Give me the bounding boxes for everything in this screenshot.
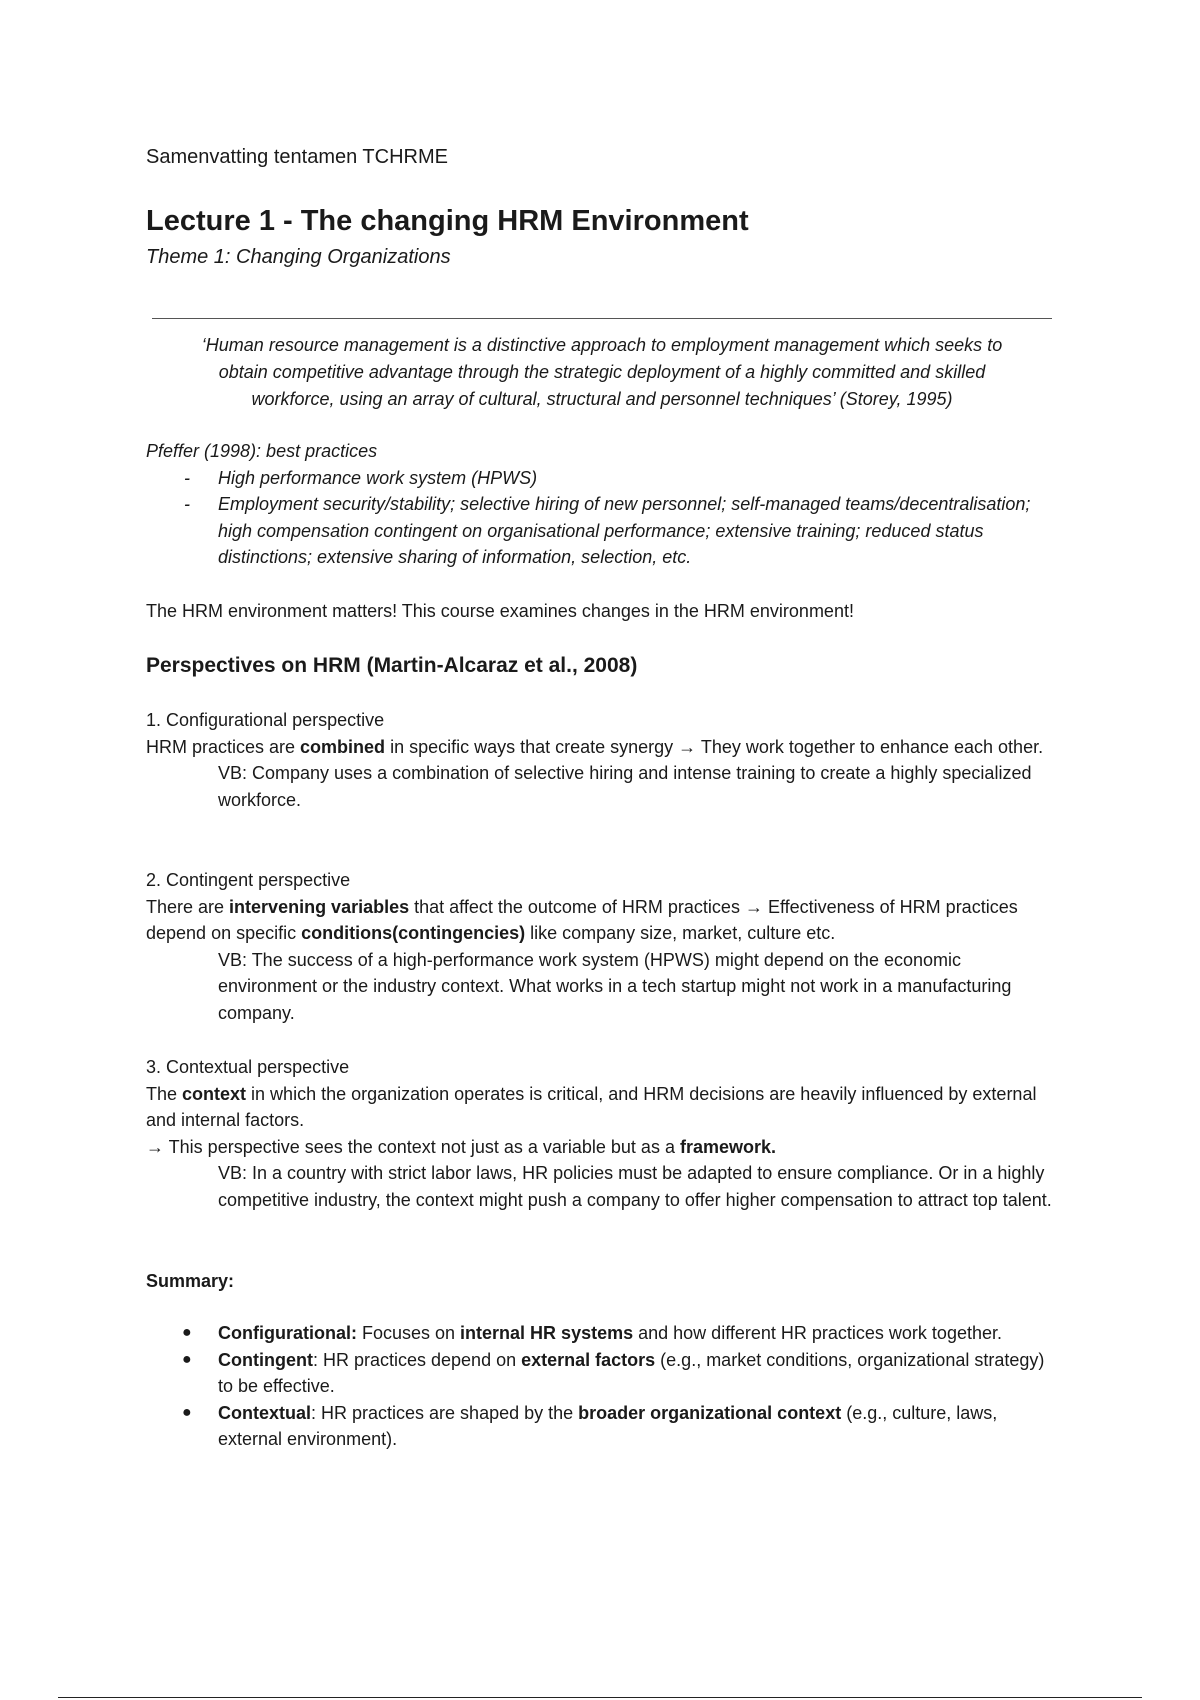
list-item: ● Configurational: Focuses on internal HR systems and how different HR practices work together. [146, 1320, 1058, 1347]
section-body: There are intervening variables that affect the outcome of HRM practices → Effectiveness of HRM practices depend on specific conditions(contingencies) like company size, market, culture etc. [146, 896, 1018, 943]
contingent-section [146, 867, 1058, 1026]
bullet-dot: ● [182, 1350, 192, 1368]
summary-section [146, 1320, 1058, 1453]
section-title: 1. Configurational perspective [146, 710, 385, 730]
summary-list [146, 1320, 1058, 1453]
section-title: 2. Contingent perspective [146, 870, 351, 890]
configurational-section [146, 707, 1058, 813]
perspectives-heading: Perspectives on HRM (Martin-Alcaraz et al., 2008) [146, 654, 638, 677]
pfeffer-heading: Pfeffer (1998): best practices [146, 441, 378, 461]
list-item: - Employment security/stability; selective hiring of new personnel; self-managed teams/decentralisation; high compensation contingent on organisational performance; extensive training; reduced status distinctions; extensive sharing of information, selection, etc. [146, 491, 1058, 571]
intro-text: The HRM environment matters! This course examines changes in the HRM environment! [146, 601, 854, 621]
pfeffer-section [146, 438, 1058, 571]
section-body: HRM practices are combined in specific ways that create synergy → They work together to enhance each other. [146, 736, 1044, 757]
example-text: VB: In a country with strict labor laws, HR policies must be adapted to ensure compliance. Or in a highly competitive industry, the context might push a company to offer higher compensation to attract top talent. [218, 1163, 1052, 1210]
dash-bullet: - [184, 494, 190, 514]
section-title: 3. Contextual perspective [146, 1057, 350, 1077]
example-text: VB: The success of a high-performance work system (HPWS) might depend on the economic environment or the industry context. What works in a tech startup might not work in a manufacturing company. [218, 949, 1012, 1023]
dash-bullet: - [184, 467, 190, 488]
bullet-dot: ● [182, 1403, 192, 1421]
list-item: ● Contextual: HR practices are shaped by the broader organizational context (e.g., culture, laws, external environment). [146, 1400, 1058, 1453]
section-body: → This perspective sees the context not just as a variable but as a framework. [146, 1136, 776, 1157]
contextual-section [146, 1054, 1058, 1213]
theme-subtitle: Theme 1: Changing Organizations [146, 246, 451, 268]
list-item: - High performance work system (HPWS) [146, 465, 1058, 492]
lecture-title: Lecture 1 - The changing HRM Environment [146, 205, 749, 237]
section-body: The context in which the organization operates is critical, and HRM decisions are heavily influenced by external and internal factors. [146, 1083, 1037, 1130]
document-title: Samenvatting tentamen TCHRME [146, 146, 448, 168]
quote-line: obtain competitive advantage through the strategic deployment of a highly committed and skilled [218, 362, 986, 382]
horizontal-rule [152, 318, 1052, 319]
summary-heading: Summary: [146, 1271, 235, 1291]
list-item: ● Contingent: HR practices depend on external factors (e.g., market conditions, organizational strategy) to be effective. [146, 1347, 1058, 1400]
example-text: VB: Company uses a combination of selective hiring and intense training to create a highly specialized workforce. [218, 763, 1032, 810]
quote-line: workforce, using an array of cultural, structural and personnel techniques’ (Storey, 1995) [251, 389, 953, 409]
storey-quote [146, 332, 1058, 413]
quote-line: ‘Human resource management is a distinctive approach to employment management which seeks to [201, 335, 1003, 355]
footer-rule [58, 1697, 1142, 1698]
bullet-dot: ● [182, 1324, 192, 1341]
pfeffer-list [146, 465, 1058, 571]
